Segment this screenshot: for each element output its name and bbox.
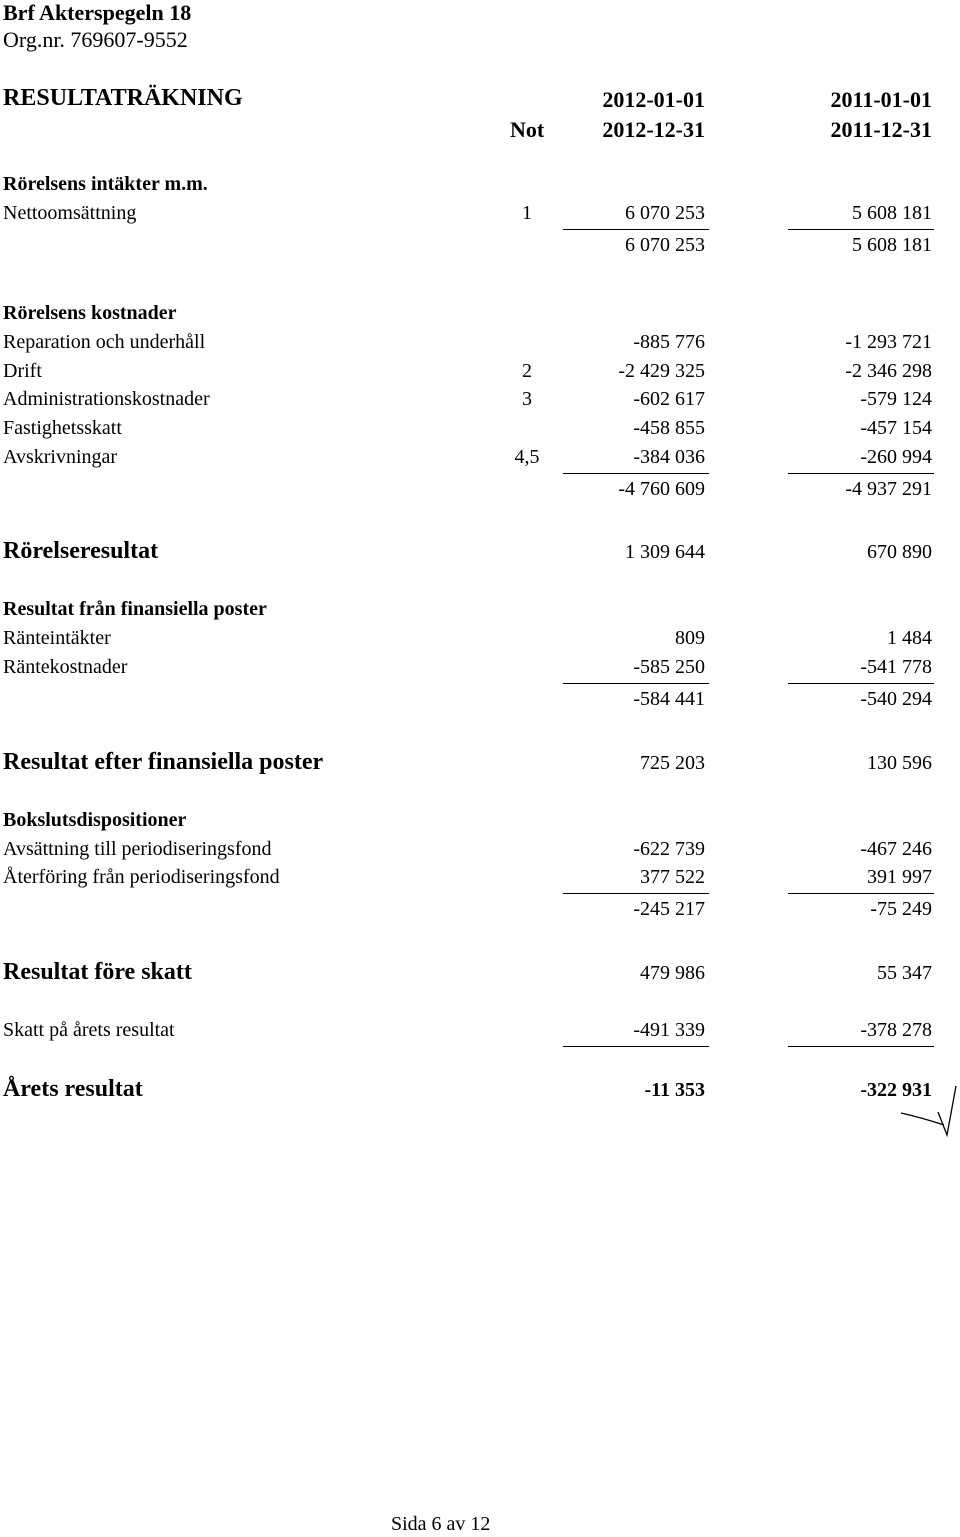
row-label: Återföring från periodiseringsfond xyxy=(3,866,280,888)
row-value-2011: -1 293 721 xyxy=(845,331,932,353)
row-label: Avsättning till periodiseringsfond xyxy=(3,838,272,860)
row-value-2011: -541 778 xyxy=(860,656,932,678)
row-note: 1 xyxy=(522,202,532,224)
note-column-header: Not xyxy=(510,117,545,142)
subtotal-2011: -4 937 291 xyxy=(845,478,932,500)
tax-label: Skatt på årets resultat xyxy=(3,1019,175,1041)
organization-number: Org.nr. 769607-9552 xyxy=(3,27,188,52)
sum-rule xyxy=(563,1046,709,1047)
sum-rule xyxy=(788,473,934,474)
sum-rule xyxy=(563,473,709,474)
row-value-2012: -622 739 xyxy=(633,838,705,860)
before-tax-2012: 479 986 xyxy=(640,962,705,984)
row-label: Avskrivningar xyxy=(3,446,118,468)
section-heading-appropriations: Bokslutsdispositioner xyxy=(3,809,187,831)
before-tax-2011: 55 347 xyxy=(877,962,932,984)
sum-rule xyxy=(788,229,934,230)
operating-result-2011: 670 890 xyxy=(867,541,932,563)
after-financial-label: Resultat efter finansiella poster xyxy=(3,749,324,775)
row-value-2012: 809 xyxy=(675,627,705,649)
after-financial-2012: 725 203 xyxy=(640,752,705,774)
period1-from: 2012-01-01 xyxy=(602,87,705,112)
subtotal-2012: -245 217 xyxy=(633,898,705,920)
net-result-2012: -11 353 xyxy=(644,1079,705,1101)
row-value-2011: -457 154 xyxy=(860,417,932,439)
row-value-2011: -579 124 xyxy=(860,388,932,410)
tax-2011: -378 278 xyxy=(860,1019,932,1041)
after-financial-2011: 130 596 xyxy=(867,752,932,774)
subtotal-2011: -75 249 xyxy=(870,898,932,920)
row-value-2012: -458 855 xyxy=(633,417,705,439)
organization-name: Brf Akterspegeln 18 xyxy=(3,0,192,25)
row-value-2011: 5 608 181 xyxy=(852,202,932,224)
row-label: Fastighetsskatt xyxy=(3,417,122,439)
subtotal-2012: 6 070 253 xyxy=(625,234,705,256)
subtotal-2011: 5 608 181 xyxy=(852,234,932,256)
statement-title: RESULTATRÄKNING xyxy=(3,85,243,111)
sum-rule xyxy=(563,229,709,230)
row-value-2012: -885 776 xyxy=(633,331,705,353)
section-heading-revenue: Rörelsens intäkter m.m. xyxy=(3,173,208,195)
row-value-2011: 391 997 xyxy=(867,866,932,888)
page-number: Sida 6 av 12 xyxy=(391,1513,491,1535)
net-result-2011: -322 931 xyxy=(860,1079,932,1101)
sum-rule xyxy=(563,893,709,894)
row-value-2011: -2 346 298 xyxy=(845,360,932,382)
row-value-2012: -384 036 xyxy=(633,446,705,468)
row-label: Drift xyxy=(3,360,42,382)
row-note: 4,5 xyxy=(514,446,540,468)
row-value-2012: -2 429 325 xyxy=(618,360,705,382)
row-label: Ränteintäkter xyxy=(3,627,111,649)
operating-result-label: Rörelseresultat xyxy=(3,538,159,564)
subtotal-2012: -4 760 609 xyxy=(618,478,705,500)
row-value-2011: -467 246 xyxy=(860,838,932,860)
net-result-label: Årets resultat xyxy=(3,1076,143,1102)
row-value-2011: -260 994 xyxy=(860,446,932,468)
sum-rule xyxy=(788,1046,934,1047)
sum-rule xyxy=(788,683,934,684)
row-label: Reparation och underhåll xyxy=(3,331,206,353)
tax-2012: -491 339 xyxy=(633,1019,705,1041)
row-label: Räntekostnader xyxy=(3,656,128,678)
period1-to: 2012-12-31 xyxy=(602,117,705,142)
row-value-2012: -602 617 xyxy=(633,388,705,410)
sum-rule xyxy=(563,683,709,684)
row-value-2011: 1 484 xyxy=(887,627,932,649)
section-heading-costs: Rörelsens kostnader xyxy=(3,302,177,324)
checkmark-icon xyxy=(898,1080,958,1140)
before-tax-label: Resultat före skatt xyxy=(3,959,192,985)
sum-rule xyxy=(788,893,934,894)
row-label: Nettoomsättning xyxy=(3,202,137,224)
subtotal-2011: -540 294 xyxy=(860,688,932,710)
subtotal-2012: -584 441 xyxy=(633,688,705,710)
row-value-2012: 6 070 253 xyxy=(625,202,705,224)
row-note: 2 xyxy=(522,360,532,382)
period2-from: 2011-01-01 xyxy=(830,87,932,112)
row-note: 3 xyxy=(522,388,532,410)
section-heading-financial: Resultat från finansiella poster xyxy=(3,598,267,620)
row-value-2012: 377 522 xyxy=(640,866,705,888)
row-value-2012: -585 250 xyxy=(633,656,705,678)
row-label: Administrationskostnader xyxy=(3,388,210,410)
operating-result-2012: 1 309 644 xyxy=(625,541,705,563)
period2-to: 2011-12-31 xyxy=(830,117,932,142)
